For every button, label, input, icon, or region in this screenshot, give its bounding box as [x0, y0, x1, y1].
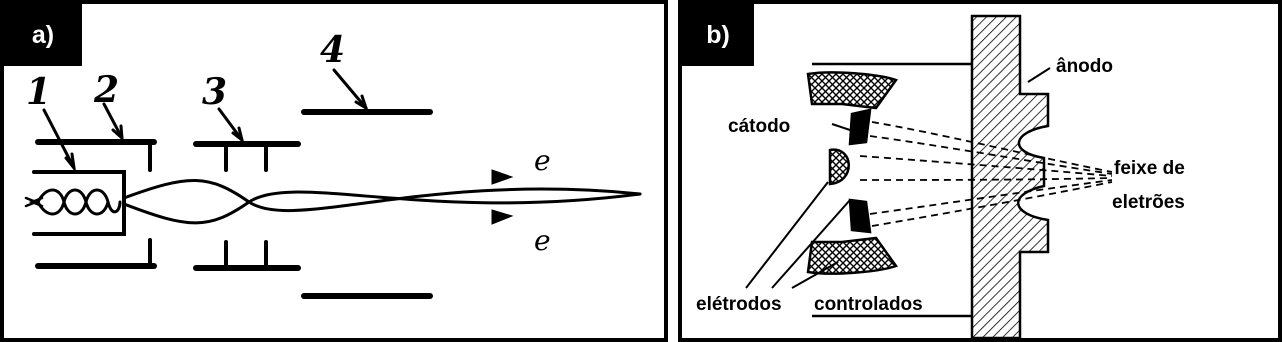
leader-catodo	[832, 124, 850, 130]
panel-b	[678, 0, 1282, 342]
label-2: 2	[94, 69, 120, 111]
cathode-upper	[850, 110, 870, 144]
control-electrode-lower	[808, 238, 896, 274]
label-feixe-2: eletrões	[1112, 192, 1185, 213]
label-1: 1	[26, 71, 52, 113]
label-catodo: cátodo	[728, 116, 791, 137]
electron-gun-diagram-a	[4, 4, 664, 338]
control-electrode-center	[830, 150, 849, 184]
label-4: 4	[320, 29, 346, 71]
leader-4	[334, 70, 366, 108]
leader-anodo	[1028, 68, 1050, 82]
anode	[972, 16, 1048, 338]
leader-3	[219, 109, 242, 140]
label-eletrodos: elétrodos	[696, 294, 782, 315]
label-e-upper: e	[534, 144, 551, 177]
label-e-lower: e	[534, 224, 551, 257]
control-electrode-upper	[808, 72, 896, 108]
beam-arrow-lower	[492, 210, 512, 224]
cathode-housing	[34, 172, 124, 234]
panel-a-tag: a)	[4, 4, 82, 66]
beam-arrow-upper	[492, 170, 512, 184]
label-feixe-1: feixe de	[1114, 158, 1185, 179]
filament-coil	[38, 190, 120, 214]
panel-b-tag: b)	[682, 4, 754, 66]
beam-path-upper	[124, 180, 640, 210]
cathode-lower	[850, 200, 870, 232]
electron-gun-diagram-b	[682, 4, 1278, 338]
beam-path-lower	[124, 192, 640, 223]
label-3: 3	[202, 71, 228, 113]
label-controlados: controlados	[814, 294, 923, 315]
label-anodo: ânodo	[1056, 56, 1113, 77]
